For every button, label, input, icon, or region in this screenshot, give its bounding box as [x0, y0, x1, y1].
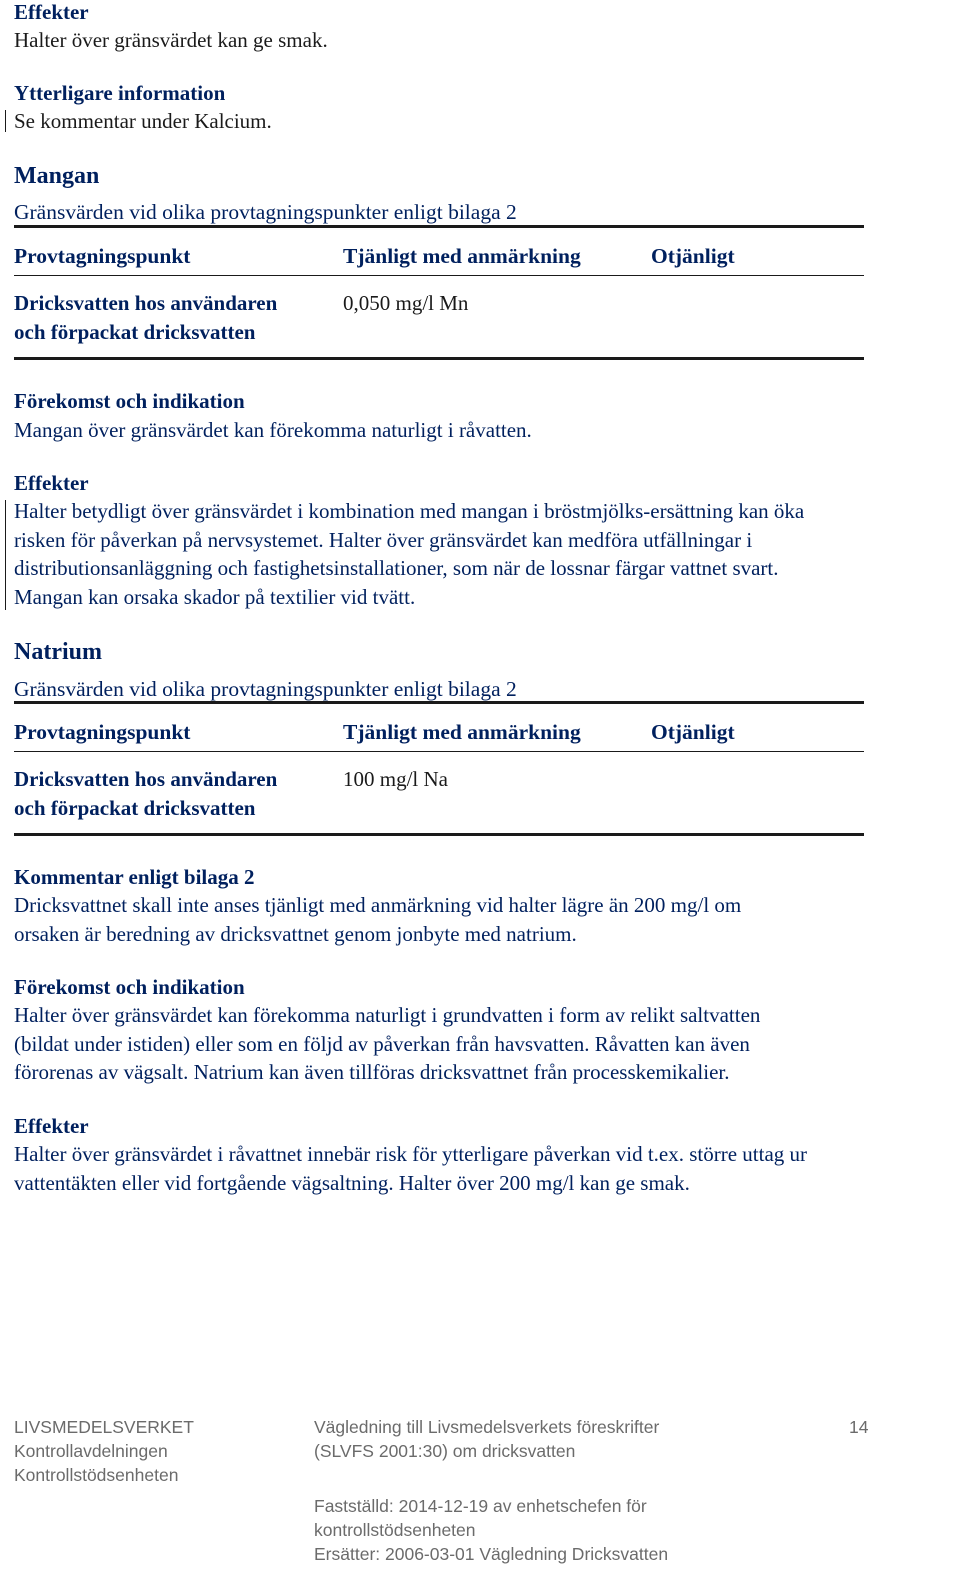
change-bar	[5, 500, 6, 610]
mangan-row-value: 0,050 mg/l Mn	[343, 291, 469, 315]
mangan-row-label-line2: och förpackat dricksvatten	[14, 320, 256, 344]
footer-doc-meta-line: kontrollstödsenheten	[314, 1520, 476, 1540]
natrium-kommentar-text	[14, 891, 958, 948]
natrium-header-provtagningspunkt: Provtagningspunkt	[14, 720, 191, 744]
page-number: 14	[849, 1417, 869, 1437]
natrium-forekomst-text	[14, 1001, 958, 1087]
footer-doc-meta	[314, 1494, 668, 1566]
mangan-effekter-text	[14, 497, 958, 612]
natrium-forekomst-line: Halter över gränsvärdet kan förekomma naturligt i grundvatten i form av relikt saltvatten	[14, 1003, 761, 1027]
mangan-table-header-rule	[14, 275, 864, 276]
natrium-effekter-text	[14, 1140, 958, 1197]
footer-doc-title-line: (SLVFS 2001:30) om dricksvatten	[314, 1441, 576, 1461]
natrium-kommentar-line: Dricksvattnet skall inte anses tjänligt med anmärkning vid halter lägre än 200 mg/l om	[14, 893, 742, 917]
footer-org	[14, 1415, 194, 1487]
change-bar	[5, 110, 6, 132]
mangan-effekter-line: risken för påverkan på nervsystemet. Halter över gränsvärdet kan medföra utfällningar i	[14, 527, 753, 552]
footer-doc-meta-line: Fastställd: 2014-12-19 av enhetschefen för	[314, 1496, 647, 1516]
footer-org-department: Kontrollavdelningen	[14, 1441, 168, 1461]
natrium-table-top-rule	[14, 701, 864, 704]
mangan-effekter-line: Mangan kan orsaka skador på textilier vid tvätt.	[14, 585, 416, 610]
effekter-text-top: Halter över gränsvärdet kan ge smak.	[14, 28, 328, 52]
info-heading: Ytterligare information	[14, 81, 226, 105]
footer-org-name: LIVSMEDELSVERKET	[14, 1417, 194, 1437]
mangan-title: Mangan	[14, 163, 100, 189]
mangan-forekomst-heading: Förekomst och indikation	[14, 389, 245, 413]
natrium-effekter-line: Halter över gränsvärdet i råvattnet innebär risk för ytterligare påverkan vid t.ex. större uttag ur	[14, 1142, 808, 1166]
mangan-effekter-line: distributionsanläggning och fastighetsinstallationer, som när de lossnar färgar vattnet svart.	[14, 556, 779, 581]
mangan-row-label-line1: Dricksvatten hos användaren	[14, 291, 278, 315]
mangan-effekter-heading: Effekter	[14, 471, 89, 495]
natrium-kommentar-line: orsaken är beredning av dricksvattnet genom jonbyte med natrium.	[14, 921, 577, 946]
natrium-effekter-heading: Effekter	[14, 1114, 89, 1138]
mangan-header-tjanligt: Tjänligt med anmärkning	[343, 244, 581, 268]
mangan-header-provtagningspunkt: Provtagningspunkt	[14, 244, 191, 268]
footer-org-unit: Kontrollstödsenheten	[14, 1465, 179, 1485]
mangan-forekomst-text: Mangan över gränsvärdet kan förekomma naturligt i råvatten.	[14, 418, 532, 442]
mangan-effekter-line: Halter betydligt över gränsvärdet i kombination med mangan i bröstmjölks-ersättning kan öka	[14, 499, 805, 523]
natrium-row-value: 100 mg/l Na	[343, 767, 448, 791]
footer-doc-title-line: Vägledning till Livsmedelsverkets föreskrifter	[314, 1417, 660, 1437]
footer-doc-meta-line: Ersätter: 2006-03-01 Vägledning Dricksvatten	[314, 1544, 669, 1564]
effekter-heading-top: Effekter	[14, 0, 89, 24]
natrium-forekomst-line: förorenas av vägsalt. Natrium kan även tillföras dricksvattnet från processkemikalier.	[14, 1060, 730, 1085]
mangan-subtitle: Gränsvärden vid olika provtagningspunkter enligt bilaga 2	[14, 200, 517, 224]
info-text: Se kommentar under Kalcium.	[14, 109, 272, 133]
natrium-forekomst-line: (bildat under istiden) eller som en följd av påverkan från havsvatten. Råvatten kan även	[14, 1031, 750, 1056]
footer-doc-title	[314, 1415, 659, 1463]
natrium-header-otjanligt: Otjänligt	[651, 720, 735, 744]
natrium-row-label-line2: och förpackat dricksvatten	[14, 796, 256, 820]
mangan-table-top-rule	[14, 225, 864, 228]
natrium-subtitle: Gränsvärden vid olika provtagningspunkter enligt bilaga 2	[14, 677, 517, 701]
natrium-forekomst-heading: Förekomst och indikation	[14, 975, 245, 999]
natrium-header-tjanligt: Tjänligt med anmärkning	[343, 720, 581, 744]
natrium-effekter-line: vattentäkten eller vid fortgående vägsaltning. Halter över 200 mg/l kan ge smak.	[14, 1170, 690, 1195]
mangan-header-otjanligt: Otjänligt	[651, 244, 735, 268]
natrium-table-bottom-rule	[14, 833, 864, 836]
natrium-kommentar-heading: Kommentar enligt bilaga 2	[14, 865, 255, 889]
mangan-row-label	[14, 289, 277, 347]
natrium-table-header-rule	[14, 751, 864, 752]
natrium-row-label	[14, 765, 277, 823]
mangan-table-bottom-rule	[14, 357, 864, 360]
natrium-title: Natrium	[14, 639, 102, 665]
natrium-row-label-line1: Dricksvatten hos användaren	[14, 767, 278, 791]
